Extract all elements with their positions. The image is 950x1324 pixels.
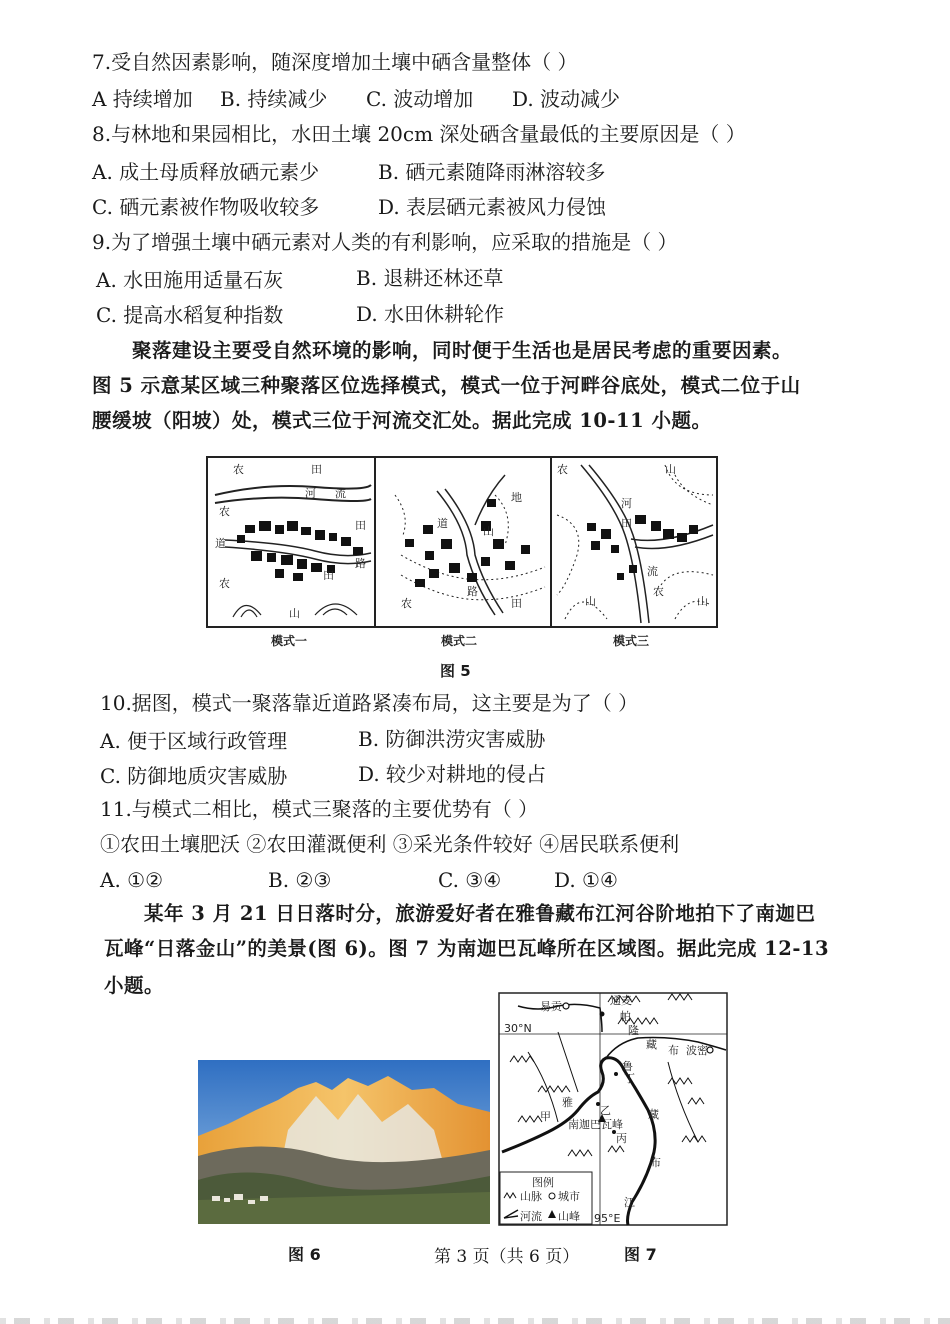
label-zang1: 藏 <box>646 1038 657 1051</box>
p2-word: 道 <box>437 517 448 530</box>
figure6-sunset-mountain-photo <box>198 1060 490 1224</box>
q9-option-b: B. 退耕还林还草 <box>356 266 504 290</box>
legend-city-symbol <box>549 1193 555 1199</box>
label-tongmai: 通麦 <box>610 994 632 1007</box>
p1-word: 道 <box>215 537 226 550</box>
p3-word: 农 <box>653 585 664 598</box>
label-bu1: 布 <box>668 1044 679 1057</box>
p1-word: 田 <box>311 463 322 476</box>
label-lu: 鲁 <box>622 1060 633 1073</box>
passage2-line3: 腰缓坡（阳坡）处，模式三位于河流交汇处。据此完成 10-11 小题。 <box>92 409 712 432</box>
label-yi: 乙 <box>600 1104 611 1117</box>
q10-option-a: A. 便于区域行政管理 <box>100 729 288 753</box>
map-legend <box>500 1172 592 1224</box>
legend-mountain: 山脉 <box>520 1190 542 1203</box>
passage2-line2: 图 5 示意某区域三种聚落区位选择模式，模式一位于河畔谷底处，模式二位于山 <box>92 374 801 397</box>
q8-option-c: C. 硒元素被作物吸收较多 <box>92 195 320 219</box>
q11-stem: 11.与模式二相比，模式三聚落的主要优势有（ ） <box>100 797 539 821</box>
p1-word: 田 <box>355 519 366 532</box>
passage3-line2: 瓦峰“日落金山”的美景(图 6)。图 7 为南迦巴瓦峰所在区域图。据此完成 12-13 <box>104 937 830 960</box>
figure6-caption: 图 6 <box>288 1245 321 1264</box>
label-lat: 30°N <box>504 1022 532 1035</box>
p2-word: 山 <box>483 525 494 538</box>
q10-option-d: D. 较少对耕地的侵占 <box>358 762 547 786</box>
passage3-line1: 某年 3 月 21 日日落时分，旅游爱好者在雅鲁藏布江河谷阶地拍下了南迦巴 <box>144 902 816 925</box>
legend-peak: 山峰 <box>558 1210 580 1223</box>
label-jiang: 江 <box>624 1196 635 1209</box>
p1-word: 路 <box>355 557 366 570</box>
q7-stem: 7.受自然因素影响，随深度增加土壤中硒含量整体（ ） <box>92 50 578 74</box>
q8-option-b: B. 硒元素随降雨淋溶较多 <box>378 160 606 184</box>
q9-option-d: D. 水田休耕轮作 <box>356 302 505 326</box>
q11-option-b: B. ②③ <box>268 868 332 892</box>
label-bing: 丙 <box>616 1132 627 1145</box>
legend-river: 河流 <box>520 1210 542 1223</box>
q9-stem: 9.为了增强土壤中硒元素对人类的有利影响，应采取的措施是（ ） <box>92 230 678 254</box>
label-bomi: 波密 <box>686 1044 708 1057</box>
p3-word: 河 <box>621 497 632 510</box>
p3-word: 山 <box>665 463 676 476</box>
q7-option-b: B. 持续减少 <box>220 87 328 111</box>
q10-stem: 10.据图，模式一聚落靠近道路紧凑布局，这主要是为了（ ） <box>100 691 639 715</box>
legend-title: 图例 <box>532 1176 554 1189</box>
p1-word: 农 <box>219 505 230 518</box>
label-bu2: 布 <box>650 1156 661 1169</box>
p3-word: 田 <box>621 517 632 530</box>
p1-word: 河 <box>305 487 316 500</box>
label-long: 隆 <box>628 1024 639 1037</box>
p1-word: 流 <box>335 487 346 500</box>
q11-option-c: C. ③④ <box>438 868 502 892</box>
q11-option-a: A. ①② <box>100 868 164 892</box>
q8-option-a: A. 成土母质释放硒元素少 <box>92 160 320 184</box>
p2-word: 地 <box>511 491 522 504</box>
q10-option-b: B. 防御洪涝灾害威胁 <box>358 727 546 751</box>
figure7-caption: 图 7 <box>624 1245 657 1264</box>
label-jia: 甲 <box>540 1110 551 1123</box>
p1-word: 农 <box>233 463 244 476</box>
label-pa: 帕 <box>620 1010 631 1023</box>
figure5-caption: 图 5 <box>440 662 471 680</box>
q9-option-c: C. 提高水稻复种指数 <box>96 303 284 327</box>
p1-word: 山 <box>289 607 300 620</box>
q8-stem: 8.与林地和果园相比，水田土壤 20cm 深处硒含量最低的主要原因是（ ） <box>92 122 746 146</box>
p2-word: 路 <box>467 585 478 598</box>
p1-word: 农 <box>219 577 230 590</box>
label-peak: 南迦巴瓦峰 <box>568 1118 623 1131</box>
panel2-label: 模式二 <box>441 634 478 648</box>
p3-word: 农 <box>557 463 568 476</box>
figure5-settlement-patterns <box>205 455 720 655</box>
p3-word: 流 <box>647 565 658 578</box>
scan-edge-artifact <box>0 1318 950 1324</box>
label-zang2: 藏 <box>648 1108 659 1121</box>
passage2-line1: 聚落建设主要受自然环境的影响，同时便于生活也是居民考虑的重要因素。 <box>132 339 793 362</box>
q11-option-d: D. ①④ <box>554 868 618 892</box>
q7-option-c: C. 波动增加 <box>366 87 474 111</box>
q8-option-d: D. 表层硒元素被风力侵蚀 <box>378 195 607 219</box>
p2-word: 农 <box>401 597 412 610</box>
label-yigong: 易贡 <box>540 1000 562 1013</box>
page-number: 第 3 页（共 6 页） <box>434 1247 580 1267</box>
point-tongmai <box>600 1012 605 1017</box>
city-yigong <box>563 1003 569 1009</box>
figure7-region-map <box>498 992 728 1226</box>
point-ding <box>614 1072 618 1076</box>
q9-option-a: A. 水田施用适量石灰 <box>96 268 284 292</box>
panel1-label: 模式一 <box>271 634 308 648</box>
q7-option-d: D. 波动减少 <box>512 87 621 111</box>
label-ya: 雅 <box>562 1096 573 1109</box>
label-ding: 丁 <box>624 1072 635 1085</box>
p3-word: 山 <box>697 595 708 608</box>
panel3-label: 模式三 <box>613 634 650 648</box>
q7-option-a: A 持续增加 <box>92 87 193 111</box>
legend-city: 城市 <box>558 1190 580 1203</box>
q11-items: ①农田土壤肥沃 ②农田灌溉便利 ③采光条件较好 ④居民联系便利 <box>100 832 680 856</box>
q10-option-c: C. 防御地质灾害威胁 <box>100 764 288 788</box>
p1-word: 田 <box>323 569 334 582</box>
p2-word: 田 <box>511 597 522 610</box>
passage3-line3: 小题。 <box>104 974 165 997</box>
label-lon: 95°E <box>594 1212 621 1225</box>
p3-word: 山 <box>585 595 596 608</box>
